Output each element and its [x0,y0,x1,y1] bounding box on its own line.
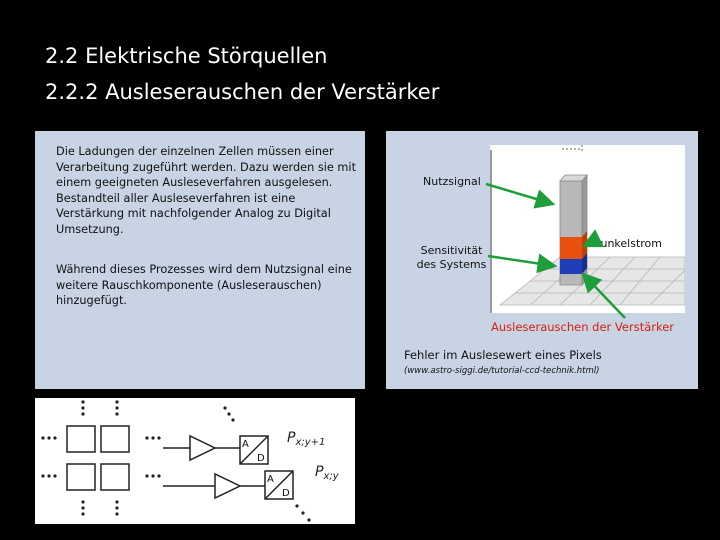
adc-top-a: A [242,439,249,450]
label-readout-noise: Ausleserauschen der Verstärker [491,320,675,334]
output-label-top: $P_{x;y+1}$ [287,430,326,448]
label-dark-current: Dunkelstrom [592,237,662,250]
paragraph-noise: Während dieses Prozesses wird dem Nutzsignal eine weitere Rauschkomponente (Ausleserauschen) hinzugefügt. [56,263,352,308]
arrow-signal [486,184,553,204]
output-label-bottom: $P_{x;y}$ [315,464,339,482]
adc-top-d: D [257,453,265,464]
pixel-cell [67,426,95,452]
title-line-2: 2.2.2 Ausleserauschen der Verstärker [45,80,440,104]
pixel-cell [101,464,129,490]
figure-source: (www.astro-siggi.de/tutorial-ccd-technik.html) [404,366,600,376]
title-line-1: 2.2 Elektrische Störquellen [45,44,328,68]
arrow-dark-current [584,240,596,246]
pixel-cell [67,464,95,490]
adc-bottom-d: D [282,488,290,499]
figure-caption: Fehler im Auslesewert eines Pixels [404,348,602,362]
label-sensitivity: Sensitivität des Systems [416,244,487,271]
amplifier-top [190,436,215,460]
arrow-sensitivity [488,256,555,266]
pixel-cell [101,426,129,452]
amplifier-bottom [215,474,240,498]
paragraph-readout: Die Ladungen der einzelnen Zellen müssen einer Verarbeitung zugeführt werden. Dazu werden sie mit einem geeigneten Ausleseverfahren ausgelesen. Bestandteil aller Ausleseverfahren ist eine Verstärkung mit nachfolgender Analog zu Digital Umsetzung. [56,145,357,236]
readout-circuit-diagram [35,398,355,524]
adc-bottom-a: A [267,474,274,485]
label-nutzsignal: Nutzsignal [423,175,481,188]
arrow-readout-noise [583,274,625,318]
